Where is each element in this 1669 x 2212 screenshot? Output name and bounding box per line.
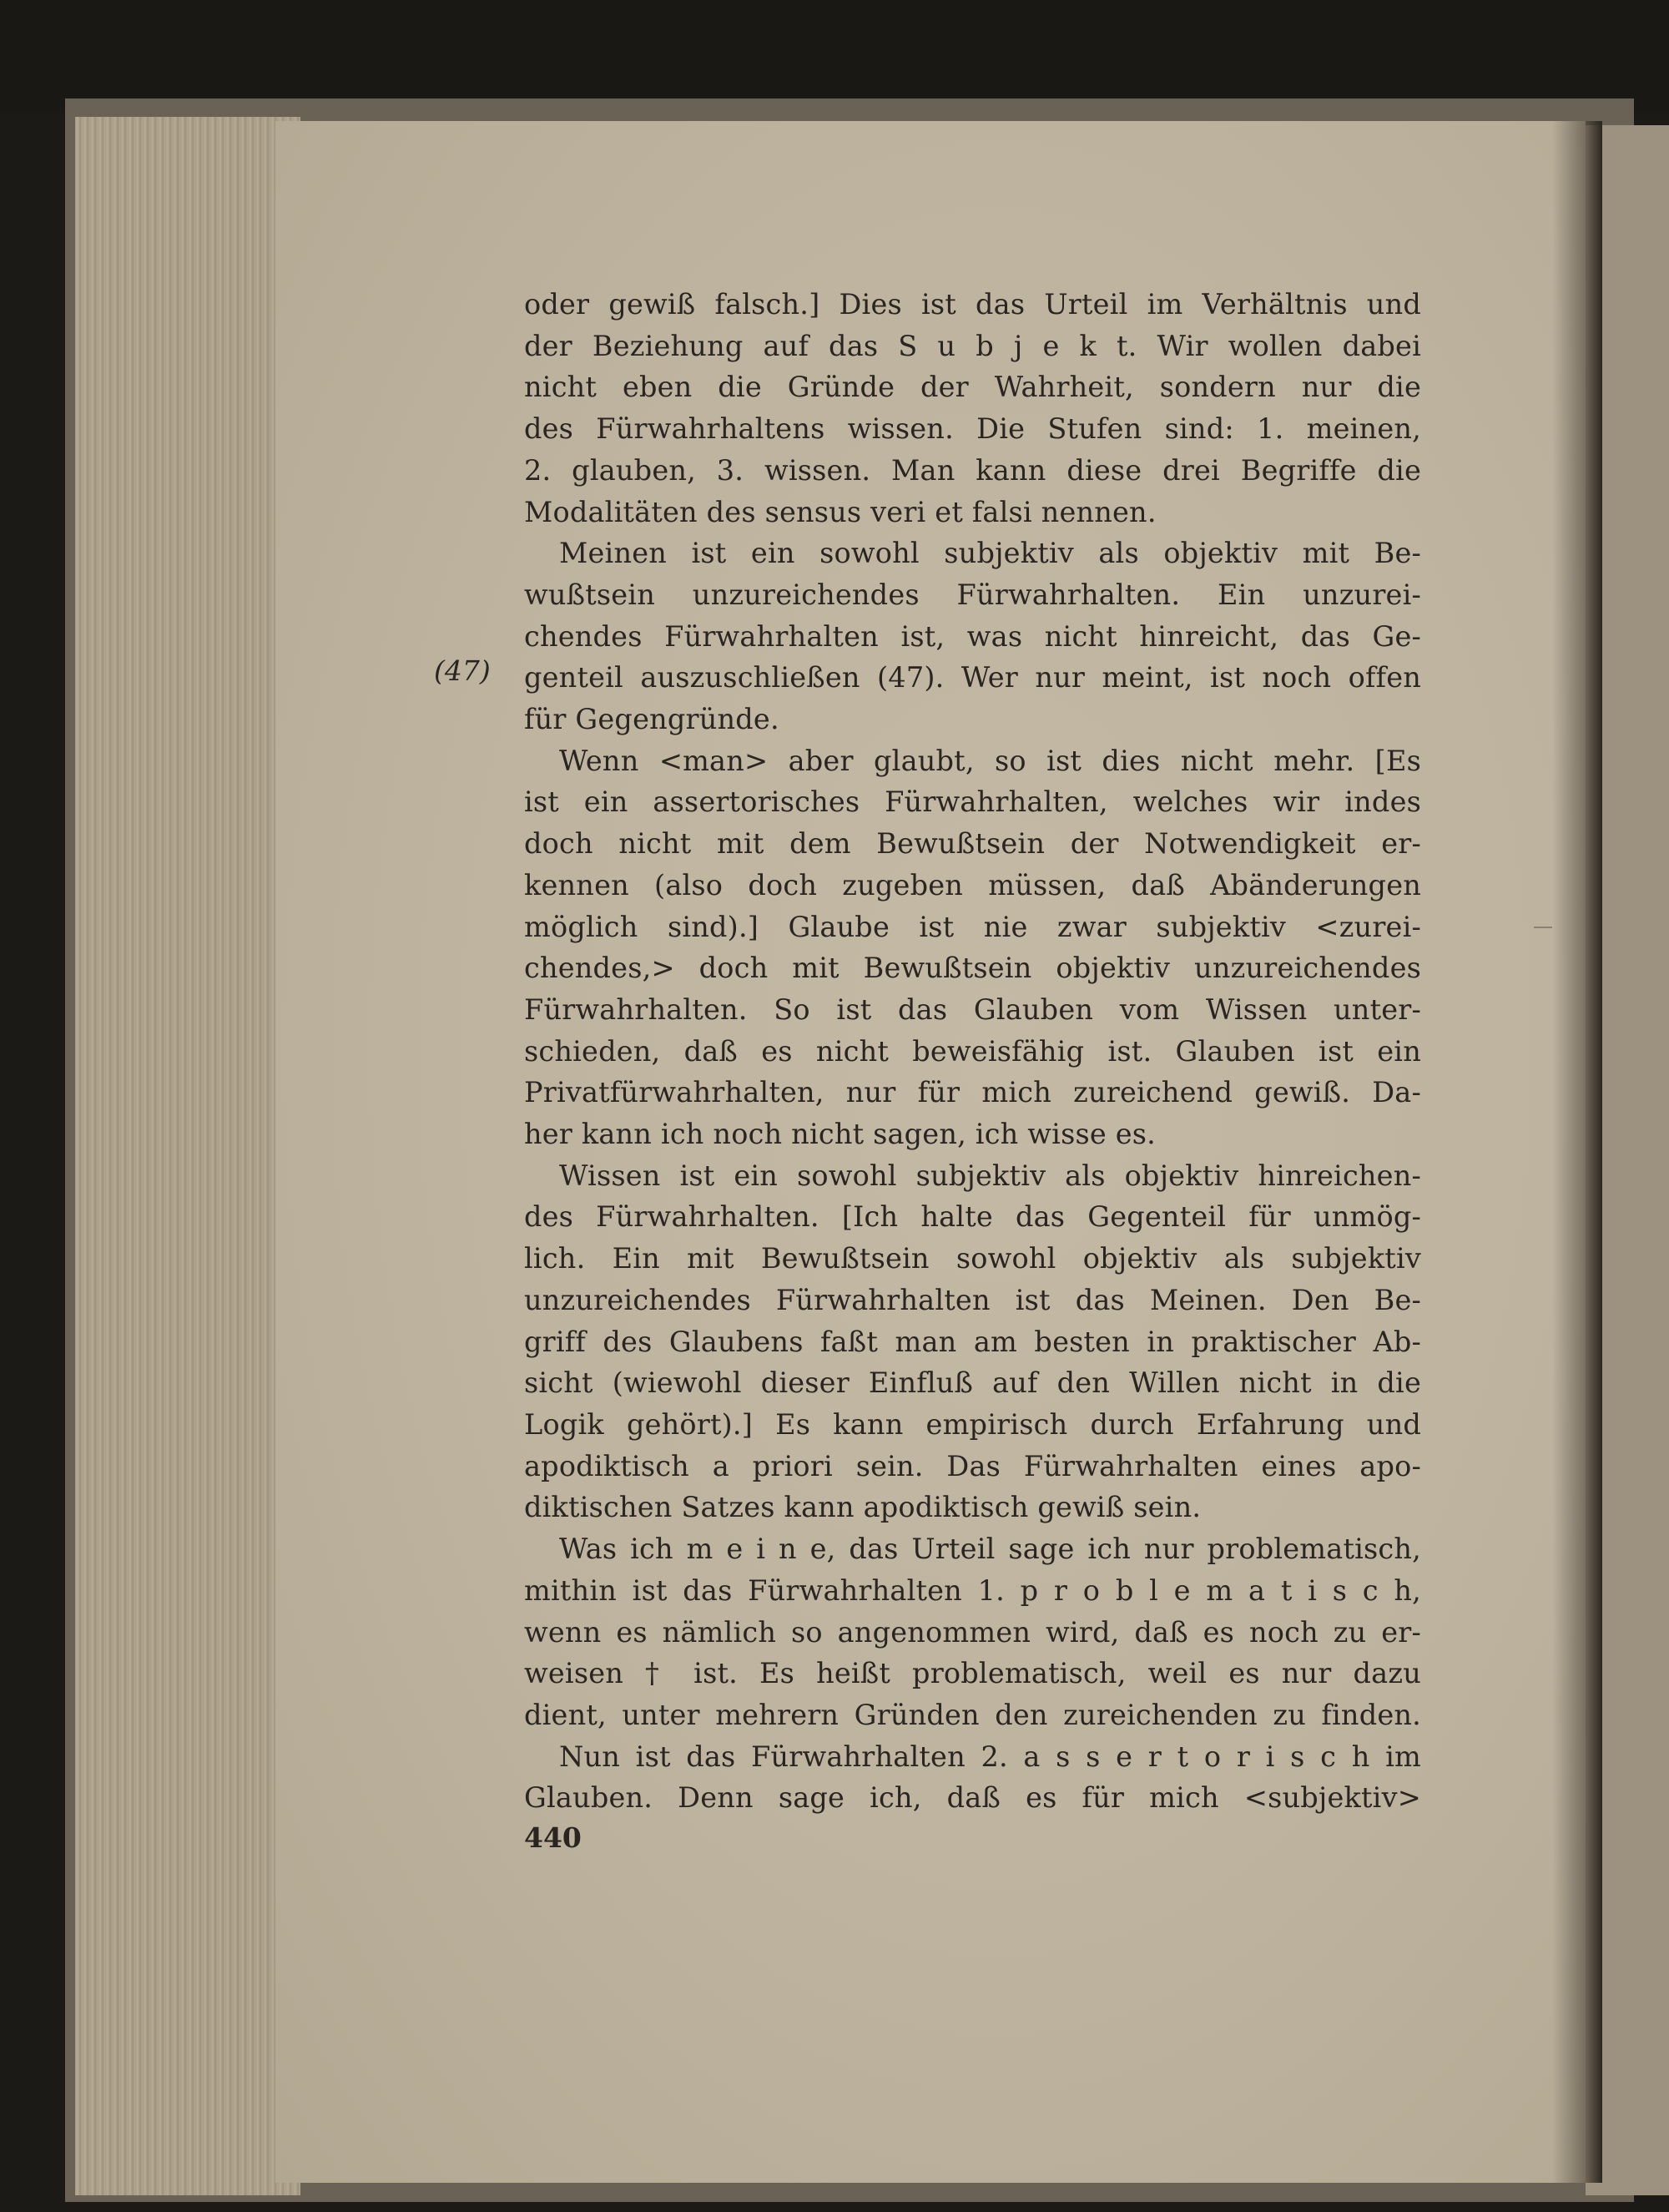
- text-line: mithin ist das Fürwahrhalten 1. p r o b l e m a t i s c h,: [524, 1573, 1421, 1607]
- page-number: 440: [524, 1821, 582, 1854]
- text-line: schieden, daß es nicht beweisfähig ist. Glauben ist ein: [524, 1034, 1421, 1068]
- text-line: weisen † ist. Es heißt problematisch, weil es nur dazu: [524, 1657, 1421, 1690]
- text-line: lich. Ein mit Bewußtsein sowohl objektiv als subjektiv: [524, 1242, 1421, 1275]
- body-text: [524, 284, 1421, 1819]
- text-line: Wenn <man> aber glaubt, so ist dies nicht mehr. [Es: [559, 744, 1421, 777]
- text-line: Glauben. Denn sage ich, daß es für mich <subjektiv>: [524, 1781, 1421, 1815]
- text-line: unzureichendes Fürwahrhalten ist das Meinen. Den Be-: [524, 1283, 1421, 1316]
- text-line: griff des Glaubens faßt man am besten in praktischer Ab-: [524, 1325, 1421, 1358]
- backdrop: [0, 0, 1669, 113]
- text-line: Was ich m e i n e, das Urteil sage ich nur problematisch,: [559, 1533, 1421, 1566]
- text-line: des Fürwahrhalten. [Ich halte das Gegenteil für unmög-: [524, 1200, 1421, 1234]
- text-line: kennen (also doch zugeben müssen, daß Abänderungen: [524, 868, 1421, 901]
- text-line: Nun ist das Fürwahrhalten 2. a s s e r t o r i s c h im: [559, 1740, 1421, 1773]
- text-line: genteil auszuschließen (47). Wer nur meint, ist noch offen: [524, 661, 1421, 694]
- text-line: möglich sind).] Glaube ist nie zwar subjektiv <zurei-: [524, 910, 1421, 943]
- text-line: doch nicht mit dem Bewußtsein der Notwendigkeit er-: [524, 827, 1421, 861]
- text-line: ist ein assertorisches Fürwahrhalten, welches wir indes: [524, 785, 1421, 819]
- text-line: der Beziehung auf das S u b j e k t. Wir wollen dabei: [524, 329, 1421, 362]
- text-line: chendes,> doch mit Bewußtsein objektiv unzureichendes: [524, 952, 1421, 985]
- margin-note: (47): [434, 654, 491, 687]
- text-line: chendes Fürwahrhalten ist, was nicht hinreicht, das Ge-: [524, 619, 1421, 653]
- page-mark: [1534, 927, 1552, 928]
- text-line: nicht eben die Gründe der Wahrheit, sondern nur die: [524, 371, 1421, 404]
- text-line: wenn es nämlich so angenommen wird, daß es noch zu er-: [524, 1615, 1421, 1649]
- text-line: her kann ich noch nicht sagen, ich wisse es.: [524, 1118, 1157, 1151]
- text-line: Modalitäten des sensus veri et falsi nennen.: [524, 495, 1157, 528]
- gutter-shadow: [1552, 121, 1602, 2183]
- text-line: Privatfürwahrhalten, nur für mich zureichend gewiß. Da-: [524, 1076, 1421, 1109]
- page-edges: [75, 117, 300, 2195]
- text-line: sicht (wiewohl dieser Einfluß auf den Willen nicht in die: [524, 1366, 1421, 1400]
- text-line: Meinen ist ein sowohl subjektiv als objektiv mit Be-: [559, 537, 1421, 570]
- text-line: Wissen ist ein sowohl subjektiv als objektiv hinreichen-: [559, 1159, 1421, 1192]
- text-line: dient, unter mehrern Gründen den zureichenden zu finden.: [524, 1698, 1421, 1731]
- text-line: für Gegengründe.: [524, 703, 779, 736]
- text-line: wußtsein unzureichendes Fürwahrhalten. Ein unzurei-: [524, 578, 1421, 611]
- text-line: Logik gehört).] Es kann empirisch durch Erfahrung und: [524, 1407, 1421, 1441]
- text-line: 2. glauben, 3. wissen. Man kann diese drei Begriffe die: [524, 453, 1421, 487]
- text-line: apodiktisch a priori sein. Das Fürwahrhalten eines apo-: [524, 1449, 1421, 1482]
- text-line: oder gewiß falsch.] Dies ist das Urteil im Verhältnis und: [524, 288, 1421, 321]
- text-line: Fürwahrhalten. So ist das Glauben vom Wissen unter-: [524, 992, 1421, 1026]
- text-line: diktischen Satzes kann apodiktisch gewiß sein.: [524, 1491, 1202, 1524]
- text-line: des Fürwahrhaltens wissen. Die Stufen sind: 1. meinen,: [524, 412, 1421, 446]
